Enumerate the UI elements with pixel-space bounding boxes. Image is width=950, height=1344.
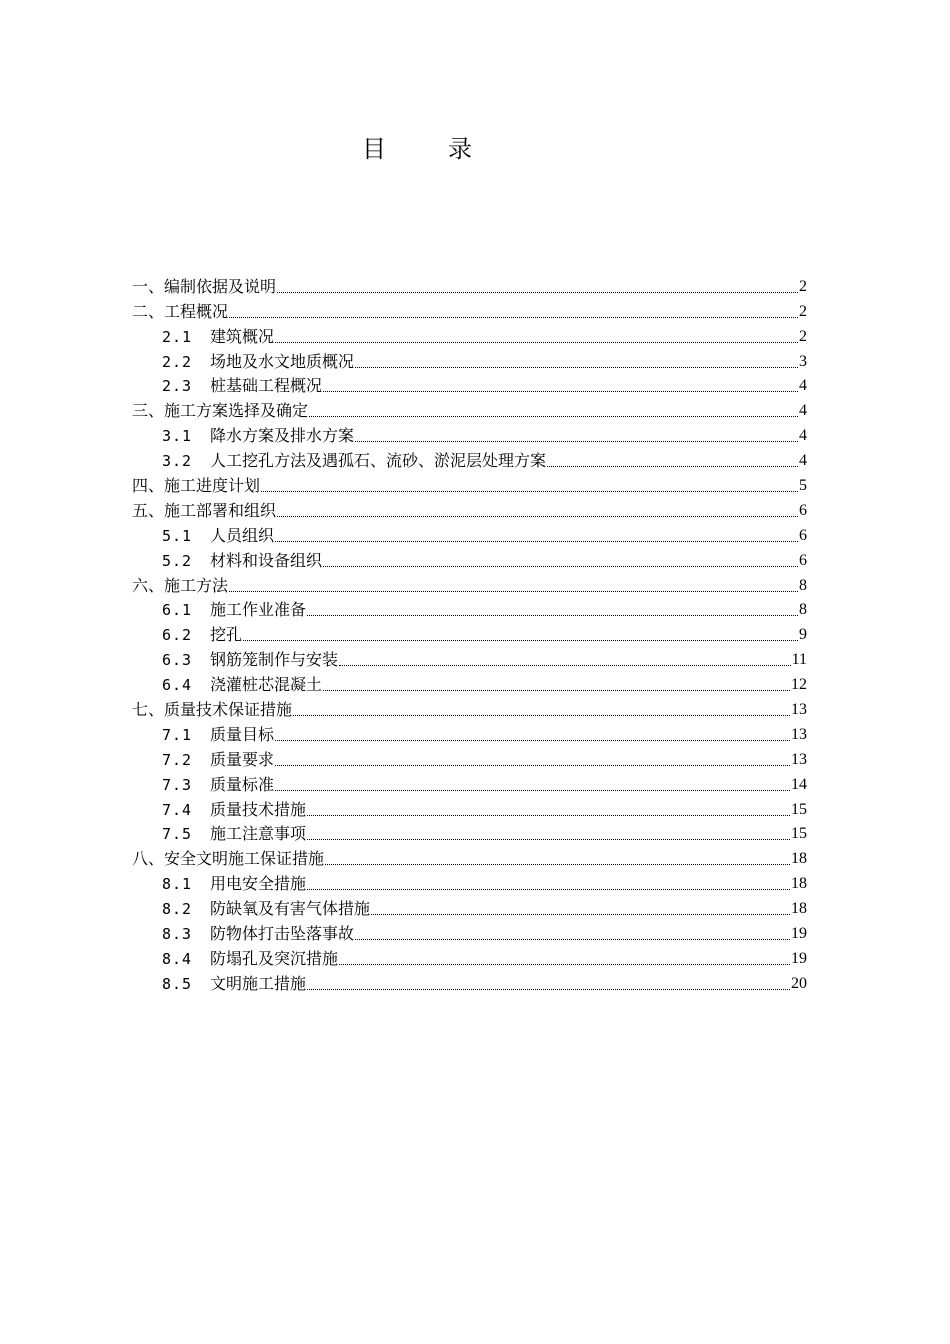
toc-dot-leader [277, 515, 798, 517]
toc-entry-page-number: 13 [791, 725, 807, 743]
toc-entry-label: 四、施工进度计划 [132, 476, 261, 496]
toc-entry[interactable] [132, 323, 807, 348]
toc-entry-page-number: 8 [799, 601, 807, 619]
toc-entry-page-number: 4 [799, 377, 807, 395]
toc-entry-page-number: 15 [791, 800, 807, 818]
toc-entry-label: 钢筋笼制作与安装 [210, 650, 339, 670]
toc-dot-leader [277, 291, 798, 293]
toc-entry-number: 7.1 [162, 725, 193, 744]
toc-entry-label: 防物体打击坠落事故 [210, 924, 355, 944]
toc-dot-leader [293, 714, 790, 716]
toc-entry-number: 5.2 [162, 551, 193, 570]
toc-entry-label: 防缺氧及有害气体措施 [210, 899, 371, 919]
toc-entry[interactable] [132, 945, 807, 970]
toc-entry-page-number: 6 [799, 501, 807, 519]
toc-entry-page-number: 18 [791, 875, 807, 893]
toc-entry-number: 2.2 [162, 352, 193, 371]
toc-entry-number: 7.5 [162, 825, 193, 844]
toc-dot-leader [355, 938, 790, 940]
toc-entry-label: 八、安全文明施工保证措施 [132, 849, 325, 869]
toc-entry-number: 7.3 [162, 775, 193, 794]
toc-entry-number: 5.1 [162, 526, 193, 545]
toc-entry-label: 质量要求 [210, 749, 275, 769]
toc-entry-number: 6.3 [162, 651, 193, 670]
toc-entry-label: 建筑概况 [210, 326, 275, 346]
toc-entry-number: 2.1 [162, 327, 193, 346]
page-title: 目录 [362, 135, 534, 163]
toc-entry-number: 8.5 [162, 974, 193, 993]
toc-entry-page-number: 15 [791, 825, 807, 843]
toc-entry[interactable] [132, 497, 807, 522]
toc-entry-label: 施工注意事项 [210, 824, 307, 844]
toc-dot-leader [339, 664, 791, 666]
toc-entry-number: 6.2 [162, 626, 193, 645]
toc-entry-number: 3.2 [162, 452, 193, 471]
toc-dot-leader [309, 415, 798, 417]
toc-entry-page-number: 6 [799, 551, 807, 569]
toc-entry-label: 施工作业准备 [210, 600, 307, 620]
toc-entry-label: 用电安全措施 [210, 874, 307, 894]
toc-entry-page-number: 4 [799, 402, 807, 420]
toc-entry-label: 防塌孔及突沉措施 [210, 948, 339, 968]
toc-dot-leader [275, 764, 790, 766]
toc-entry-label: 五、施工部署和组织 [132, 500, 277, 520]
toc-dot-leader [307, 838, 790, 840]
toc-entry-page-number: 2 [799, 327, 807, 345]
toc-entry-number: 8.3 [162, 925, 193, 944]
toc-dot-leader [275, 739, 790, 741]
toc-entry-label: 文明施工措施 [210, 973, 307, 993]
toc-dot-leader [371, 913, 790, 915]
toc-entry-number: 6.4 [162, 676, 193, 695]
toc-entry-label: 人工挖孔方法及遇孤石、流砂、淤泥层处理方案 [210, 451, 547, 471]
toc-entry-label: 浇灌桩芯混凝土 [210, 675, 323, 695]
toc-entry[interactable] [132, 472, 807, 497]
toc-entry[interactable] [132, 771, 807, 796]
toc-dot-leader [275, 789, 790, 791]
toc-entry-page-number: 20 [791, 974, 807, 992]
toc-entry[interactable] [132, 447, 807, 472]
toc-entry-number: 6.1 [162, 601, 193, 620]
toc-entry-page-number: 18 [791, 900, 807, 918]
toc-dot-leader [355, 440, 798, 442]
toc-dot-leader [307, 614, 798, 616]
toc-entry[interactable] [132, 373, 807, 398]
toc-dot-leader [275, 341, 798, 343]
toc-entry-label: 质量标准 [210, 774, 275, 794]
toc-dot-leader [229, 590, 798, 592]
toc-dot-leader [325, 863, 790, 865]
toc-entry-page-number: 4 [799, 427, 807, 445]
toc-entry[interactable] [132, 572, 807, 597]
toc-entry-page-number: 13 [791, 701, 807, 719]
toc-entry[interactable] [132, 522, 807, 547]
toc-entry[interactable] [132, 422, 807, 447]
toc-entry-page-number: 19 [791, 949, 807, 967]
toc-entry[interactable] [132, 621, 807, 646]
toc-dot-leader [229, 316, 798, 318]
toc-dot-leader [243, 639, 798, 641]
toc-entry-label: 三、施工方案选择及确定 [132, 401, 309, 421]
toc-entry-page-number: 12 [791, 676, 807, 694]
toc-entry-page-number: 4 [799, 452, 807, 470]
toc-entry-page-number: 6 [799, 526, 807, 544]
toc-entry[interactable] [132, 920, 807, 945]
toc-entry-page-number: 11 [791, 651, 807, 669]
toc-entry-label: 七、质量技术保证措施 [132, 700, 293, 720]
toc-entry-label: 场地及水文地质概况 [210, 351, 355, 371]
toc-entry[interactable] [132, 547, 807, 572]
toc-entry[interactable] [132, 597, 807, 622]
toc-entry-page-number: 2 [799, 302, 807, 320]
toc-dot-leader [261, 490, 798, 492]
toc-entry[interactable] [132, 397, 807, 422]
toc-entry-label: 一、编制依据及说明 [132, 276, 277, 296]
toc-dot-leader [339, 963, 790, 965]
toc-entry-number: 8.4 [162, 949, 193, 968]
toc-entry-page-number: 2 [799, 277, 807, 295]
toc-entry-label: 质量技术措施 [210, 799, 307, 819]
toc-entry-number: 8.2 [162, 900, 193, 919]
toc-entry-label: 人员组织 [210, 525, 275, 545]
toc-entry[interactable] [132, 646, 807, 671]
toc-entry-page-number: 9 [799, 626, 807, 644]
toc-entry-label: 六、施工方法 [132, 575, 229, 595]
toc-entry[interactable] [132, 746, 807, 771]
toc-entry[interactable] [132, 895, 807, 920]
toc-entry[interactable] [132, 796, 807, 821]
table-of-contents [132, 273, 807, 995]
toc-dot-leader [323, 689, 790, 691]
toc-entry-number: 8.1 [162, 875, 193, 894]
toc-entry[interactable] [132, 821, 807, 846]
toc-entry[interactable] [132, 970, 807, 995]
toc-entry-page-number: 14 [791, 775, 807, 793]
toc-dot-leader [307, 814, 790, 816]
toc-entry-label: 二、工程概况 [132, 301, 229, 321]
toc-entry-label: 桩基础工程概况 [210, 376, 323, 396]
toc-entry-label: 降水方案及排水方案 [210, 426, 355, 446]
toc-entry[interactable] [132, 298, 807, 323]
toc-entry-page-number: 5 [799, 477, 807, 495]
toc-dot-leader [323, 390, 798, 392]
toc-entry-page-number: 3 [799, 352, 807, 370]
toc-entry[interactable] [132, 348, 807, 373]
toc-entry-page-number: 18 [791, 850, 807, 868]
toc-entry-page-number: 13 [791, 750, 807, 768]
toc-entry-label: 质量目标 [210, 724, 275, 744]
toc-entry-number: 3.1 [162, 427, 193, 446]
toc-dot-leader [323, 565, 798, 567]
toc-entry[interactable] [132, 845, 807, 870]
toc-entry[interactable] [132, 273, 807, 298]
toc-entry-page-number: 19 [791, 925, 807, 943]
toc-dot-leader [547, 465, 798, 467]
toc-entry[interactable] [132, 671, 807, 696]
toc-dot-leader [275, 540, 798, 542]
toc-entry-number: 7.4 [162, 800, 193, 819]
toc-entry-label: 挖孔 [210, 625, 243, 645]
toc-entry-number: 7.2 [162, 750, 193, 769]
toc-dot-leader [355, 366, 798, 368]
toc-entry-label: 材料和设备组织 [210, 550, 323, 570]
toc-dot-leader [307, 988, 790, 990]
toc-entry-page-number: 8 [799, 576, 807, 594]
toc-entry[interactable] [132, 721, 807, 746]
toc-entry-number: 2.3 [162, 377, 193, 396]
toc-dot-leader [307, 888, 790, 890]
toc-entry[interactable] [132, 870, 807, 895]
toc-entry[interactable] [132, 696, 807, 721]
